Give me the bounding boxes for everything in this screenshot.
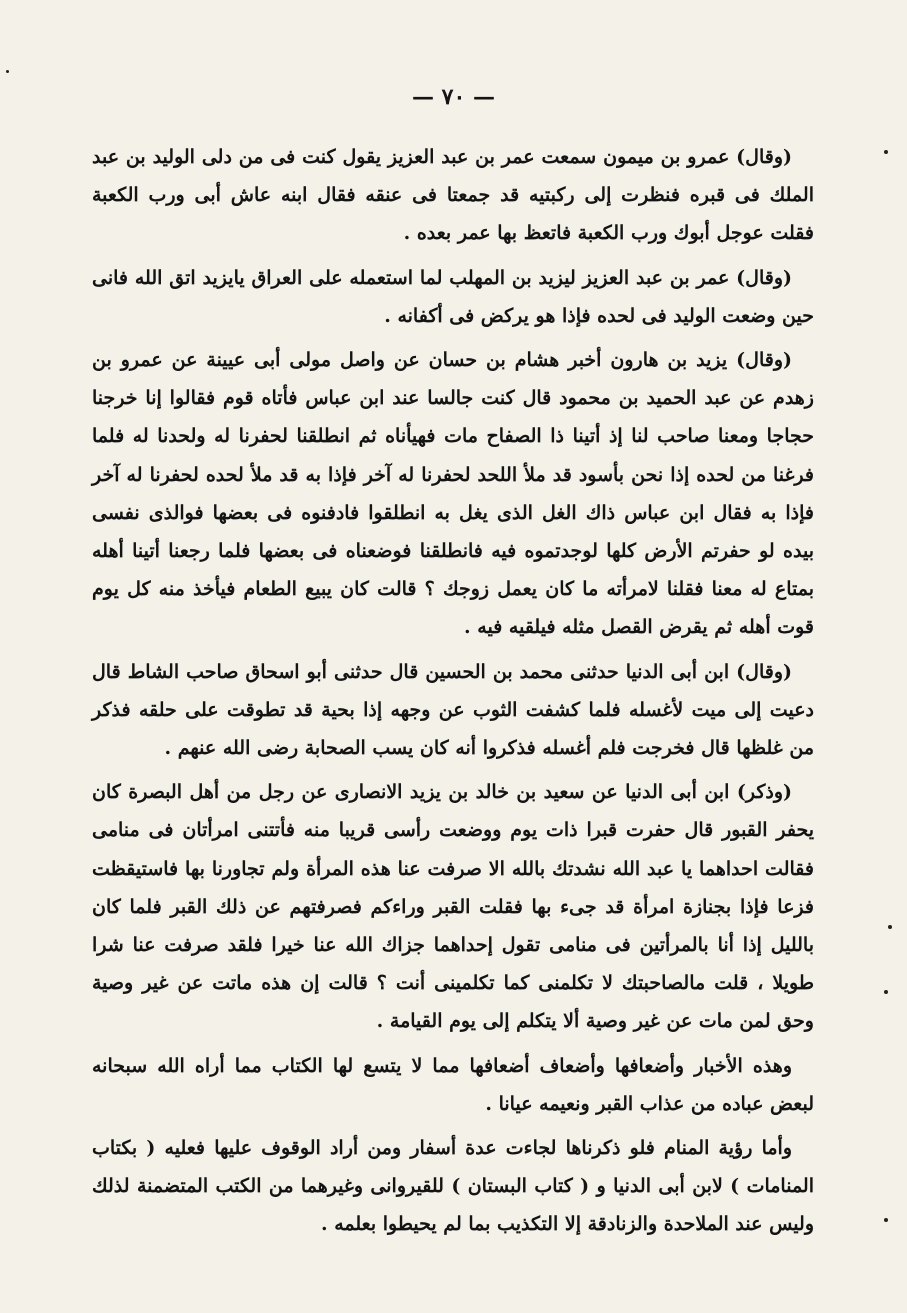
body-text bbox=[92, 138, 814, 1244]
scan-speck bbox=[884, 150, 888, 154]
page-number: — ٧٠ — bbox=[412, 84, 495, 110]
scan-speck bbox=[884, 1218, 888, 1222]
paragraph-4: (وقال) ابن أبى الدنيا حدثنى محمد بن الحسين قال حدثنى أبو اسحاق صاحب الشاط قال دعيت إلى ميت لأغسله فلما كشفت الثوب عن وجهه إذا بحية قد تطوقت على حلقه فذكر من غلظها قال فخرجت فلم أغسله فذكروا أنه كان يسب الصحابة رضى الله عنهم . bbox=[92, 660, 814, 760]
paragraph-2: (وقال) عمر بن عبد العزيز ليزيد بن المهلب لما استعمله على العراق يايزيد اتق الله فانى حين وضعت الوليد فى لحده فإذا هو يركض فى أكفانه . bbox=[92, 266, 814, 327]
scan-speck bbox=[6, 70, 9, 73]
scan-speck bbox=[884, 990, 888, 994]
scan-speck bbox=[888, 925, 892, 929]
paragraph-6: وهذه الأخبار وأضعافها وأضعاف أضعافها مما لا يتسع لها الكتاب مما أراه الله سبحانه لبعض عباده من عذاب القبر ونعيمه عيانا . bbox=[92, 1054, 814, 1115]
paragraph-7: وأما رؤية المنام فلو ذكرناها لجاءت عدة أسفار ومن أراد الوقوف عليها فعليه ( بكتاب المنامات ) لابن أبى الدنيا و ( كتاب البستان ) للقيروانى وغيرهما من الكتب المتضمنة لذلك وليس عند الملاحدة والزنادقة إلا التكذيب بما لم يحيطوا بعلمه . bbox=[92, 1137, 814, 1236]
paragraph-5: (وذكر) ابن أبى الدنيا عن سعيد بن خالد بن يزيد الانصارى عن رجل من أهل البصرة كان يحفر القبور قال حفرت قبرا ذات يوم ووضعت رأسى قريبا منه فأتتنى امرأتان فى منامى فقالت احداهما يا عبد الله نشدتك بالله الا صرفت عنا هذه المرأة ولم تجاورنا بها فاستيقظت فزعا فإذا بجنازة امرأة قد جىء بها فقلت القبر وراءكم فصرفتهم عن ذلك القبر فلما كان بالليل إذا أنا بالمرأتين فى منامى تقول إحداهما جزاك الله عنا خيرا فلقد صرفت عنا شرا طويلا ، قلت مالصاحبتك لا تكلمنى كما تكلمينى أنت ؟ قالت إن هذه ماتت عن غير وصية وحق لمن مات عن غير وصية ألا يتكلم إلى يوم القيامة . bbox=[92, 781, 814, 1033]
paragraph-1: (وقال) عمرو بن ميمون سمعت عمر بن عبد العزيز يقول كنت فى من دلى الوليد بن عبد الملك فى قبره فنظرت إلى ركبتيه قد جمعتا فى عنقه فقال ابنه عاش أبى ورب الكعبة فقلت عوجل أبوك ورب الكعبة فاتعظ بها عمر بعده . bbox=[92, 146, 814, 245]
paragraph-3: (وقال) يزيد بن هارون أخبر هشام بن حسان عن واصل مولى أبى عيينة عن عمرو بن زهدم عن عبد الحميد بن محمود قال كنت جالسا عند ابن عباس فأتاه قوم فقالوا إنا خرجنا حجاجا ومعنا صاحب لنا إذ أتينا ذا الصفاح مات فهيأناه ثم انطلقنا لحفرنا له ولحدنا له فلما فرغنا من لحده إذا نحن بأسود قد ملأ اللحد لحفرنا له آخر فإذا به قد ملأ لحده لحفرنا له آخر فإذا به فقال ابن عباس ذاك الغل الذى يغل به انطلقوا فادفنوه فى بعضها فوالذى نفسى بيده لو حفرتم الأرض كلها لوجدتموه فيه فانطلقنا فوضعناه فى بعضها فلما رجعنا أتينا أهله بمتاع له معنا فقلنا لامرأته ما كان يعمل زوجك ؟ قالت كان يبيع الطعام فيأخذ منه كل يوم قوت أهله ثم يقرض القصل مثله فيلقيه فيه . bbox=[92, 349, 814, 639]
